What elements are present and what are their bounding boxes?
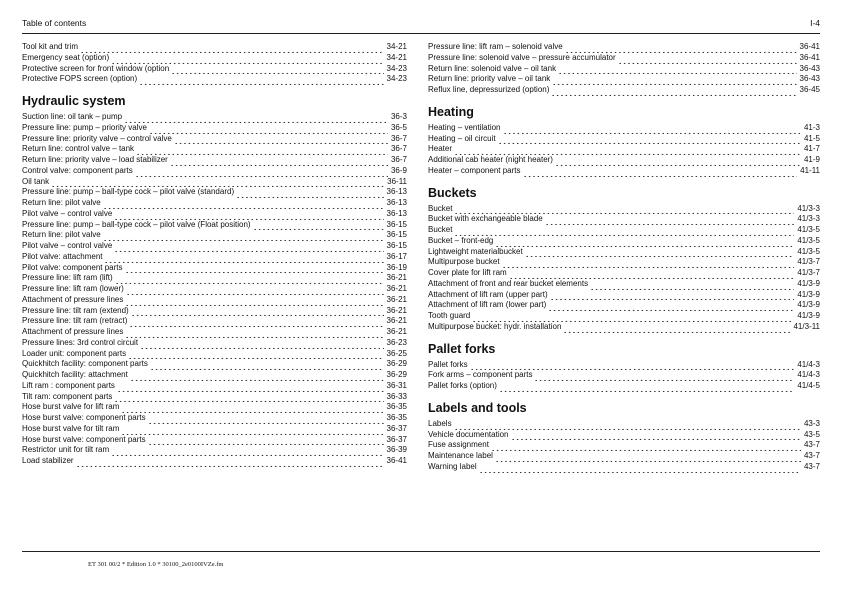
toc-entry[interactable] [428,430,820,441]
toc-entry[interactable] [22,359,407,370]
toc-entry[interactable] [428,225,820,236]
section-heading: Pallet forks [428,341,496,356]
toc-entry[interactable] [22,42,407,53]
dot-leader [131,308,384,316]
dot-leader [472,314,794,322]
toc-entry-title: Pressure line: solenoid valve – pressure accumulator [428,52,616,62]
toc-entry[interactable] [22,166,407,177]
dot-leader [525,249,795,257]
toc-entry[interactable] [428,300,820,311]
dot-leader [552,77,796,85]
toc-entry[interactable] [428,236,820,247]
toc-entry-page: 36-35 [386,402,407,412]
toc-entry-page: 36-15 [386,219,407,229]
toc-entry[interactable] [22,112,407,123]
toc-entry[interactable] [428,53,820,64]
toc-entry-title: Heating – oil circuit [428,133,496,143]
toc-entry[interactable] [22,177,407,188]
toc-entry[interactable] [22,220,407,231]
dot-leader [121,405,383,413]
toc-entry-title: Return line: pilot valve [22,230,101,240]
toc-entry-page: 36-13 [386,208,407,218]
toc-entry-page: 36-43 [799,63,820,73]
toc-entry-title: Loader unit: component parts [22,348,127,358]
dot-leader [130,373,384,381]
toc-entry-title: Oil tank [22,176,50,186]
toc-entry-page: 43-5 [803,429,820,439]
toc-entry-page: 41-7 [803,144,820,154]
toc-entry[interactable] [22,241,407,252]
dot-leader [454,147,801,155]
toc-entry[interactable] [22,424,407,435]
dot-leader [114,394,383,402]
toc-entry-page: 41/4-5 [797,381,820,390]
toc-entry-title: Fork arms – component parts [428,370,533,380]
dot-leader [148,416,384,424]
toc-entry[interactable] [428,279,820,290]
dot-leader [551,88,796,96]
toc-entry-page: 36-13 [386,187,407,197]
toc-entry-page: 36-19 [386,262,407,272]
toc-entry-page: 41/3-9 [797,311,820,320]
toc-entry[interactable] [22,445,407,456]
dot-leader [590,282,794,290]
toc-entry-title: Pilot valve – control valve [22,208,113,218]
toc-entry[interactable] [22,74,407,85]
dot-leader [114,244,383,252]
toc-entry-title: Pressure line: priority valve – control valve [22,133,172,143]
toc-entry-page: 36-13 [386,198,407,207]
toc-entry[interactable] [22,198,407,209]
toc-entry-title: Reflux line, depressurized (option) [428,85,550,94]
toc-entry-page: 43-3 [803,418,820,428]
toc-entry[interactable] [22,123,407,134]
dot-leader [121,427,383,435]
toc-entry-title: Lightweight materialbucket [428,246,523,256]
toc-entry-title: Pressure line: tilt ram (retract) [22,316,128,326]
toc-entry-page: 41/3-9 [797,300,820,310]
dot-leader [565,45,797,53]
toc-entry-page: 36-7 [390,155,407,164]
toc-entry-page: 43-7 [803,451,820,460]
dot-leader [454,422,801,430]
toc-entry-title: Pilot valve: component parts [22,262,123,272]
dot-leader [509,271,795,279]
toc-entry-title: Return line: pilot valve [22,198,101,207]
toc-entry-title: Pressure line: pump – priority valve [22,122,147,132]
toc-entry[interactable] [428,42,820,53]
toc-entry-page: 34-23 [386,74,407,84]
dot-leader [479,465,801,473]
toc-entry[interactable] [22,370,407,381]
toc-entry[interactable] [22,316,407,327]
footer-text: ET 301 00/2 * Edition 1.0 * 30100_2e0100IVZe.fm [88,561,224,568]
toc-entry-page: 36-7 [390,144,407,154]
toc-entry[interactable] [22,349,407,360]
toc-entry-title: Pressure lines: 3rd control circuit [22,337,139,347]
toc-entry-page: 36-45 [799,85,820,94]
dot-leader [495,239,794,247]
dot-leader [51,179,384,187]
toc-entry-title: Pressure line: lift ram – solenoid valve [428,42,563,51]
toc-entry[interactable] [428,290,820,301]
toc-entry-title: Restrictor unit for tilt ram [22,445,110,455]
toc-entry-page: 36-37 [386,434,407,444]
toc-entry-title: Return line: priority valve – oil tank [428,74,551,84]
dot-leader [545,217,795,225]
toc-entry[interactable] [22,64,407,75]
toc-entry[interactable] [22,295,407,306]
toc-entry[interactable] [428,257,820,268]
toc-entry[interactable] [428,440,820,451]
toc-entry-page: 36-33 [386,391,407,401]
dot-leader [103,201,384,209]
toc-entry-page: 34-21 [386,42,407,51]
dot-leader [454,228,794,236]
toc-entry-page: 36-5 [390,122,407,132]
toc-entry[interactable] [22,284,407,295]
toc-entry[interactable] [428,123,820,134]
toc-entry[interactable] [22,230,407,241]
toc-entry[interactable] [428,134,820,145]
toc-entry-title: Attachment of lift ram (upper part) [428,289,548,299]
dot-leader [114,212,383,220]
toc-entry-title: Emergency seat (option) [22,52,110,62]
toc-entry-title: Warning label [428,461,477,471]
section-heading: Heating [428,104,474,119]
toc-entry[interactable] [428,462,820,473]
toc-entry[interactable] [22,402,407,413]
toc-entry[interactable] [22,273,407,284]
toc-entry-page: 41-3 [803,122,820,132]
toc-entry-title: Tilt ram: component parts [22,391,113,401]
toc-entry[interactable] [22,134,407,145]
dot-leader [124,115,388,123]
dot-leader [128,351,383,359]
toc-entry[interactable] [428,166,820,177]
dot-leader [171,66,383,74]
dot-leader [76,459,384,467]
toc-entry-title: Pressure line: pump – ball-type cock – pilot valve (standard) [22,187,235,197]
dot-leader [499,384,794,392]
toc-entry-page: 34-23 [386,63,407,73]
dot-leader [502,260,795,268]
toc-entry-page: 36-37 [386,423,407,433]
dot-leader [498,136,801,144]
dot-leader [135,169,388,177]
toc-entry[interactable] [428,370,820,381]
toc-entry-title: Pressure line: lift ram (lift) [22,273,113,283]
dot-leader [548,303,794,311]
toc-entry-page: 43-7 [803,440,820,450]
toc-right-column [428,42,820,473]
toc-entry-page: 36-11 [387,176,407,186]
dot-leader [174,136,388,144]
toc-entry-page: 36-15 [386,241,407,250]
toc-entry-title: Suction line: oil tank – pump [22,112,123,121]
toc-entry-title: Pilot valve: attachment [22,251,103,261]
toc-entry[interactable] [428,451,820,462]
toc-entry[interactable] [22,209,407,220]
toc-entry-title: Pressure line: pump – ball-type cock – pilot valve (Float position) [22,219,251,229]
toc-entry-page: 41/3-3 [797,203,820,213]
toc-entry-title: Protective FOPS screen (option) [22,74,138,84]
toc-entry[interactable] [428,311,820,322]
toc-entry-page: 41/3-7 [797,268,820,277]
toc-entry[interactable] [22,327,407,338]
toc-entry-title: Bucket with exchangeable blade [428,214,543,224]
toc-entry-title: Bucket [428,203,453,213]
footer-rule [22,551,820,552]
dot-leader [125,265,384,273]
toc-entry[interactable] [22,392,407,403]
toc-entry-title: Hose burst valve for tilt ram [22,423,120,433]
dot-leader [470,362,795,370]
toc-entry-page: 41-9 [803,155,820,164]
toc-entry-page: 36-21 [386,273,407,283]
toc-entry-title: Return line: priority valve – load stabilizer [22,155,168,164]
toc-entry-page: 36-21 [386,284,407,293]
toc-entry[interactable] [428,204,820,215]
toc-entry[interactable] [428,214,820,225]
dot-leader [126,287,384,295]
toc-entry-page: 41/3-5 [797,246,820,256]
toc-entry-title: Attachment of pressure lines [22,327,124,336]
toc-entry[interactable] [428,322,820,333]
toc-entry-title: Protective screen for front window (option [22,63,170,73]
dot-leader [111,448,383,456]
dot-leader [170,158,388,166]
toc-entry-title: Labels [428,418,452,428]
toc-entry-page: 36-21 [386,316,407,326]
toc-entry-title: Hose burst valve: component parts [22,413,146,422]
toc-entry-page: 43-7 [803,461,820,471]
toc-entry-title: Heater [428,144,453,154]
dot-leader [115,276,384,284]
dot-leader [253,222,384,230]
toc-entry-page: 34-21 [386,52,407,62]
dot-leader [511,432,801,440]
dot-leader [136,147,388,155]
header-rule [22,33,820,34]
dot-leader [111,56,383,64]
toc-entry-title: Additional cab heater (night heater) [428,155,553,164]
toc-entry-page: 41/3-3 [797,214,820,224]
toc-entry-title: Pressure line: lift ram (lower) [22,284,124,293]
toc-entry-title: Cover plate for lift ram [428,268,507,277]
section-heading: Hydraulic system [22,94,126,108]
toc-entry-title: Return line: control valve – tank [22,144,135,154]
toc-entry-page: 41/3-11 [793,321,820,331]
toc-entry-title: Multipurpose bucket: hydr. installation [428,321,562,331]
toc-entry[interactable] [22,456,407,467]
toc-entry-title: Vehicle documentation [428,429,509,439]
toc-entry-title: Tool kit and trim [22,42,79,51]
toc-entry[interactable] [22,306,407,317]
dot-leader [117,384,384,392]
toc-entry-page: 41-5 [803,133,820,143]
toc-entry-page: 41/3-5 [797,225,820,234]
dot-leader [618,56,797,64]
toc-entry[interactable] [22,338,407,349]
dot-leader [125,330,383,338]
running-header-title: Table of contents [22,18,87,28]
toc-entry-title: Bucket – front-edg [428,235,494,245]
toc-entry-title: Pressure line: tilt ram (extend) [22,305,129,315]
dot-leader [555,158,801,166]
dot-leader [139,77,383,85]
toc-entry-page: 36-41 [799,42,820,51]
toc-entry[interactable] [428,155,820,166]
dot-leader [125,298,383,306]
toc-entry[interactable] [428,64,820,75]
toc-entry-title: Pallet forks [428,359,468,369]
section-heading: Buckets [428,185,477,200]
toc-entry-title: Attachment of lift ram (lower part) [428,300,547,310]
dot-leader [150,362,384,370]
toc-entry-title: Quickhitch facility: component parts [22,359,148,369]
toc-entry-page: 36-9 [390,165,407,175]
toc-entry-title: Heater – component parts [428,165,521,175]
toc-entry-page: 41/4-3 [797,359,820,369]
page-number: I-4 [810,18,820,28]
toc-entry[interactable] [22,53,407,64]
dot-leader [236,190,383,198]
toc-entry-page: 36-21 [386,294,407,304]
toc-entry-page: 36-41 [386,456,407,465]
toc-entry-title: Hose burst valve for lift ram [22,402,120,412]
toc-entry-page: 36-41 [799,52,820,62]
toc-entry-page: 41/3-9 [797,289,820,299]
toc-entry-page: 36-43 [799,74,820,84]
dot-leader [149,126,388,134]
toc-entry-page: 41/3-5 [797,235,820,245]
toc-entry-page: 36-25 [386,348,407,358]
dot-leader [534,373,794,381]
toc-entry-page: 36-7 [390,133,407,143]
dot-leader [148,437,384,445]
toc-entry-title: Pilot valve – control valve [22,241,113,250]
toc-entry-page: 41-11 [800,165,820,175]
toc-entry[interactable] [22,144,407,155]
toc-entry-title: Fuse assignment [428,440,489,450]
toc-entry-title: Control valve: component parts [22,165,133,175]
toc-entry-title: Attachment of front and rear bucket elements [428,278,589,288]
toc-entry-title: Hose burst valve: component parts [22,434,146,444]
dot-leader [454,206,794,214]
toc-entry-page: 36-35 [386,413,407,422]
toc-entry-title: Heating – ventilation [428,122,501,132]
toc-entry-title: Lift ram : component parts [22,380,115,390]
dot-leader [550,292,795,300]
toc-entry-title: Attachment of pressure lines [22,294,124,304]
toc-entry-title: Bucket [428,225,453,234]
dot-leader [129,319,383,327]
toc-entry[interactable] [22,252,407,263]
toc-entry[interactable] [22,263,407,274]
dot-leader [503,126,801,134]
dot-leader [140,341,383,349]
toc-entry[interactable] [428,85,820,96]
toc-entry-title: Quickhitch facility: attachment [22,370,128,379]
toc-entry-page: 36-31 [386,380,407,390]
toc-entry-title: Maintenance label [428,451,493,460]
dot-leader [563,325,790,333]
toc-entry[interactable] [22,435,407,446]
toc-entry-title: Tooth guard [428,311,471,320]
toc-entry-page: 36-15 [386,230,407,240]
toc-entry[interactable] [428,419,820,430]
toc-entry[interactable] [22,155,407,166]
toc-entry[interactable] [428,381,820,392]
toc-entry[interactable] [22,381,407,392]
toc-entry-title: Pallet forks (option) [428,381,497,390]
toc-entry-page: 36-29 [386,359,407,369]
dot-leader [103,233,384,241]
dot-leader [495,454,801,462]
section-heading: Labels and tools [428,400,527,415]
toc-entry-title: Multipurpose bucket [428,257,500,267]
toc-left-column [22,42,407,467]
toc-entry[interactable] [22,413,407,424]
dot-leader [558,66,796,74]
toc-entry-page: 36-21 [386,305,407,315]
toc-entry-page: 36-29 [386,370,407,379]
toc-entry-page: 36-23 [386,337,407,347]
dot-leader [80,45,384,53]
toc-entry-title: Load stabilizer [22,456,74,465]
toc-entry[interactable] [428,360,820,371]
toc-entry-page: 36-21 [386,327,407,336]
toc-entry-page: 36-39 [386,445,407,455]
toc-entry-page: 41/4-3 [797,370,820,380]
toc-entry-page: 36-3 [390,112,407,121]
toc-entry[interactable] [428,74,820,85]
toc-entry-page: 41/3-9 [797,278,820,288]
toc-entry[interactable] [428,144,820,155]
toc-entry-page: 41/3-7 [797,257,820,267]
toc-entry-title: Return line: solenoid valve – oil tank [428,63,557,73]
dot-leader [491,443,801,451]
toc-entry[interactable] [22,187,407,198]
dot-leader [104,255,383,263]
toc-entry-page: 36-17 [386,251,407,261]
dot-leader [523,169,798,177]
toc-entry[interactable] [428,247,820,258]
toc-entry[interactable] [428,268,820,279]
